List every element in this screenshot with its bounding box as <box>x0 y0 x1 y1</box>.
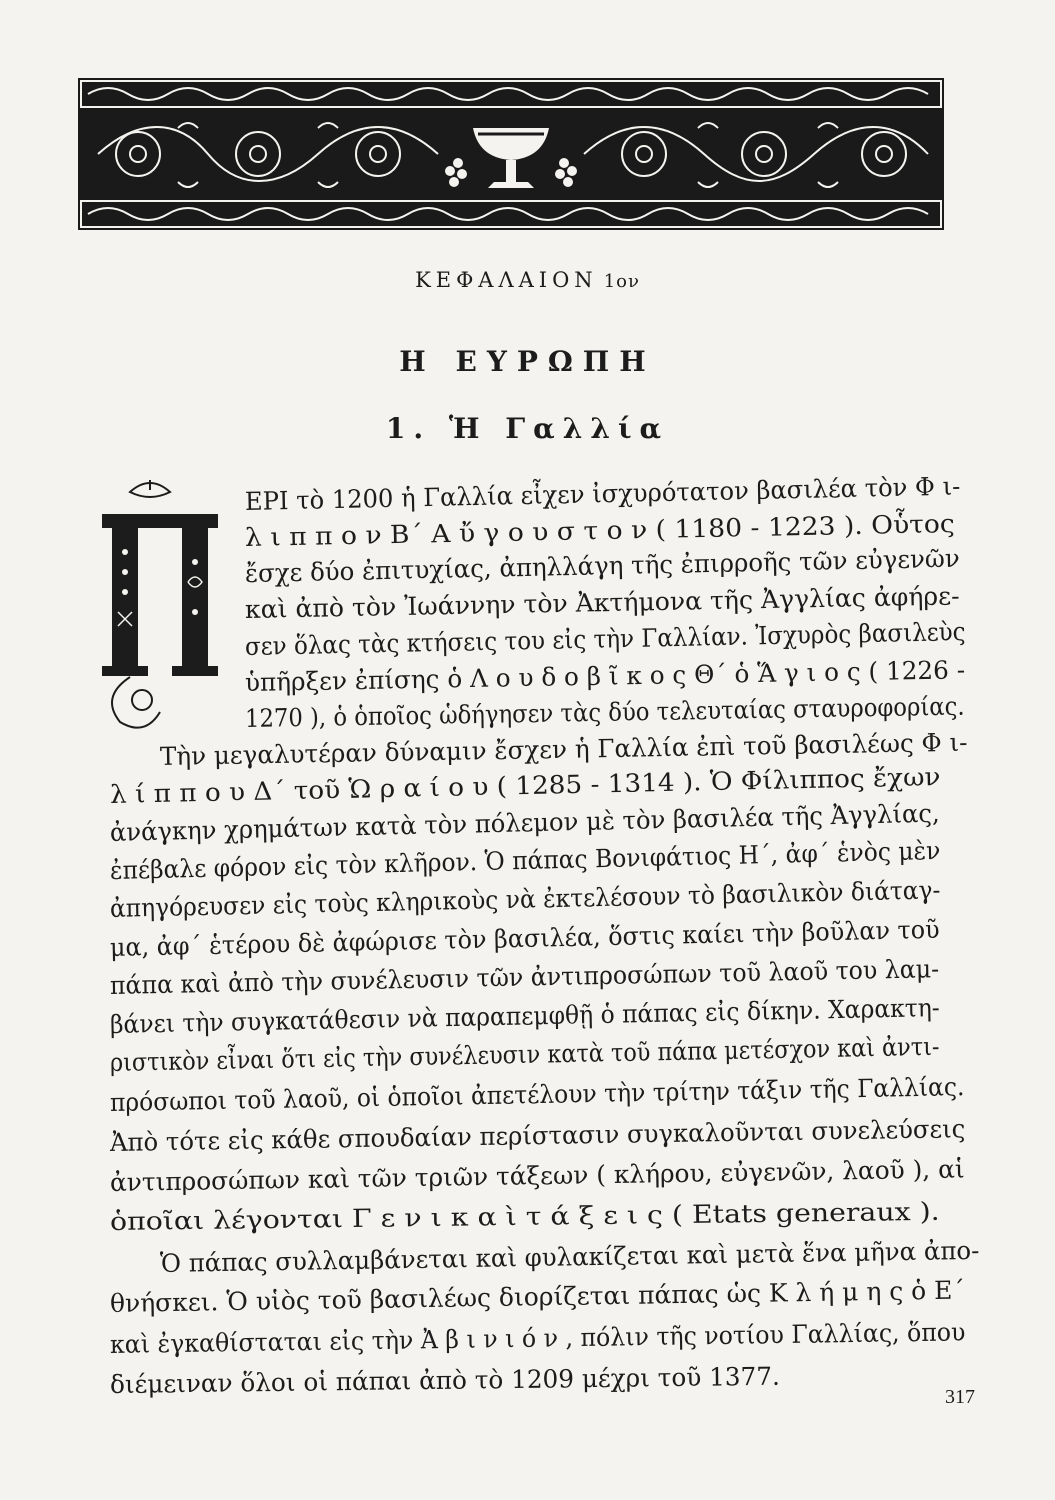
text-line: σεν ὅλας τὰς κτήσεις του εἰς τὴν Γαλλίαν. Ἰσχυρὸς βασιλεὺς <box>244 616 966 661</box>
chapter-heading <box>0 268 1055 292</box>
text-line: καὶ ἐγκαθίσταται εἰς τὴν Ἀ β ι ν ι ό ν , πόλιν τῆς νοτίου Γαλλίας, ὅπου <box>109 1317 966 1359</box>
text-line: ὑπῆρξεν ἐπίσης ὁ Λ ο υ δ ο β ῖ κ ο ς Θ΄ ὁ Ἅ γ ι ο ς ( 1226 - <box>244 655 966 697</box>
text-line: ἐπέβαλε φόρον εἰς τὸν κλῆρον. Ὁ πάπας Βονιφάτιος Η΄, ἀφ΄ ἑνὸς μὲν <box>109 835 941 885</box>
text-line: βάνει τὴν συγκατάθεσιν νὰ παραπεμφθῇ ὁ πάπας εἰς δίκην. Χαρακτη- <box>109 993 940 1039</box>
ornamental-header-band <box>78 78 944 230</box>
section-title: 1. Ἡ Γαλλία <box>385 412 670 445</box>
text-line: Ἀπὸ τότε εἰς κάθε σπουδαίαν περίστασιν συγκαλοῦνται συνελεύσεις <box>109 1114 966 1157</box>
chapter-number: 1ον <box>603 271 640 292</box>
text-line: ριστικὸν εἶναι ὅτι εἰς τὴν συνέλευσιν κατὰ τοῦ πάπα μετέσχον καὶ ἀντι- <box>109 1031 940 1077</box>
text-line: λ ι π π ο ν Β΄ Α ὔ γ ο υ σ τ ο ν ( 1180 - 1223 ). Οὗτος <box>244 509 956 552</box>
text-line: καὶ ἀπὸ τὸν Ἰωάννην τὸν Ἀκτήμονα τῆς Ἀγγλίας ἀφήρε- <box>244 581 960 624</box>
text-line: ὁποῖαι λέγονται Γ ε ν ι κ α ὶ τ ά ξ ε ι ς ( Etats generaux ). <box>109 1196 940 1236</box>
text-line: θνήσκει. Ὁ υἱὸς τοῦ βασιλέως διορίζεται πάπας ὡς Κ λ ή μ η ς ὁ Ε΄ <box>109 1275 966 1318</box>
page-number: 317 <box>945 1386 975 1408</box>
text-line: διέμειναν ὅλοι οἱ πάπαι ἀπὸ τὸ 1209 μέχρι τοῦ 1377. <box>109 1361 780 1399</box>
text-line: πάπα καὶ ἀπὸ τὴν συνέλευσιν τῶν ἀντιπροσώπων τοῦ λαοῦ του λαμ- <box>109 954 940 1000</box>
decorated-initial <box>90 472 230 737</box>
chapter-label: ΚΕΦΑΛΑΙΟΝ <box>415 268 598 292</box>
text-line: ἔσχε δύο ἐπιτυχίας, ἀπηλλάγη τῆς ἐπιρροῆς τῶν εὐγενῶν <box>244 543 960 588</box>
text-line: πρόσωποι τοῦ λαοῦ, οἱ ὁποῖοι ἀπετέλουν τὴν τρίτην τάξιν τῆς Γαλλίας. <box>109 1072 965 1117</box>
text-line: Ὁ πάπας συλλαμβάνεται καὶ φυλακίζεται καὶ μετὰ ἕνα μῆνα ἀπο- <box>159 1235 980 1278</box>
text-line: ἀνάγκην χρημάτων κατὰ τὸν πόλεμον μὲ τὸν βασιλέα τῆς Ἀγγλίας, <box>109 798 940 847</box>
text-line: λ ί π π ο υ Δ΄ τοῦ Ὡ ρ α ί ο υ ( 1285 - 1314 ). Ὁ Φίλιππος ἔχων <box>109 762 941 809</box>
text-line: 1270 ), ὁ ὁποῖος ὡδήγησεν τὰς δύο τελευταίας σταυροφορίας. <box>244 691 965 733</box>
text-line: ἀντιπροσώπων καὶ τῶν τριῶν τάξεων ( κλήρου, εὐγενῶν, λαοῦ ), αἱ <box>109 1154 965 1197</box>
text-line: Τὴν μεγαλυτέραν δύναμιν ἔσχεν ἡ Γαλλία ἐπὶ τοῦ βασιλέως Φ ι- <box>159 727 968 771</box>
text-line: ἀπηγόρευσεν εἰς τοὺς κληρικοὺς νὰ ἐκτελέσουν τὸ βασιλικὸν διάταγ- <box>109 875 941 923</box>
text-line: μα, ἀφ΄ ἑτέρου δὲ ἀφώρισε τὸν βασιλέα, ὅστις καίει τὴν βοῦλαν τοῦ <box>109 914 940 962</box>
region-title: Η ΕΥΡΩΠΗ <box>399 345 656 378</box>
text-line: ΕΡΙ τὸ 1200 ἡ Γαλλία εἶχεν ἰσχυρότατον βασιλέα τὸν Φ ι- <box>244 471 961 516</box>
